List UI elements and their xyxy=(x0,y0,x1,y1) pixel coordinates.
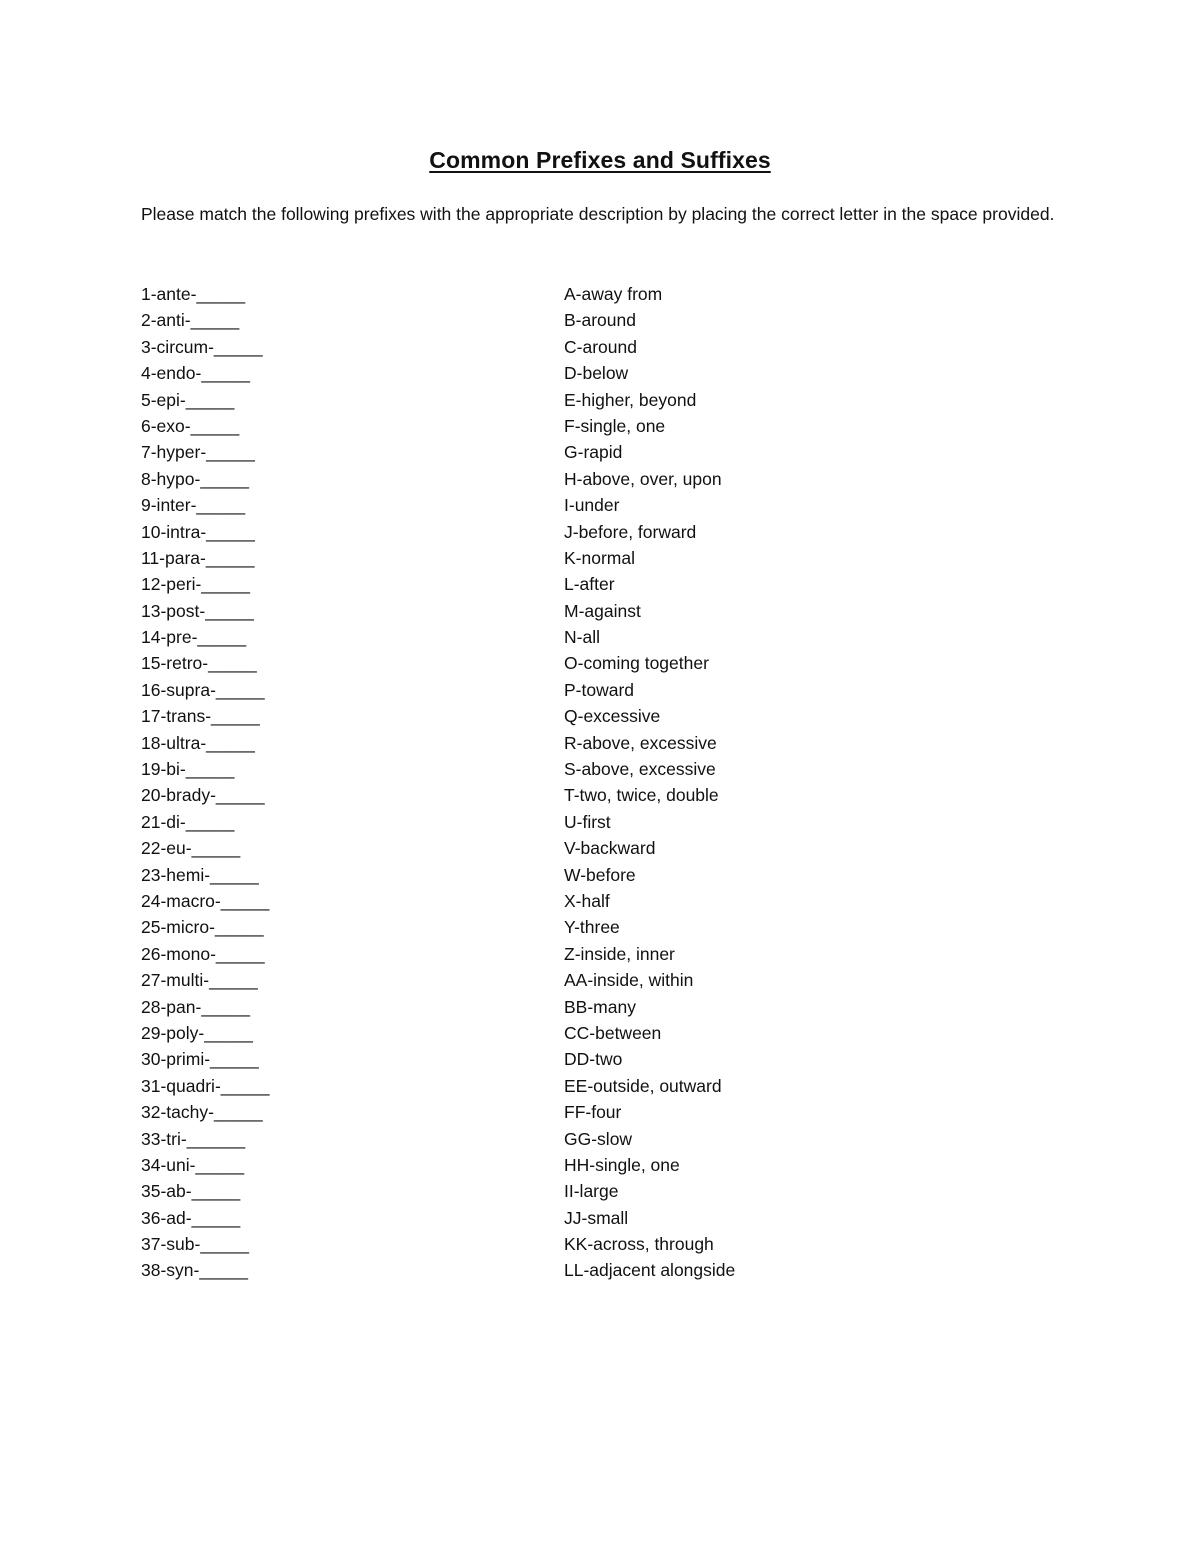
prefix-item: 6-exo-_____ xyxy=(141,415,240,436)
prefix-list xyxy=(141,281,564,1284)
prefix-item: 10-intra-_____ xyxy=(141,521,255,542)
prefix-item: 9-inter-_____ xyxy=(141,495,246,516)
prefix-item: 24-macro-_____ xyxy=(141,890,270,911)
description-item: AA-inside, within xyxy=(564,970,694,991)
prefix-item: 3-circum-_____ xyxy=(141,336,263,357)
description-item: HH-single, one xyxy=(564,1154,680,1175)
description-item: S-above, excessive xyxy=(564,759,716,780)
prefix-item: 33-tri-______ xyxy=(141,1128,246,1149)
description-item: D-below xyxy=(564,363,629,384)
prefix-item: 37-sub-_____ xyxy=(141,1234,249,1255)
prefix-item: 8-hypo-_____ xyxy=(141,468,249,489)
prefix-item: 25-micro-_____ xyxy=(141,917,264,938)
document-title: Common Prefixes and Suffixes xyxy=(429,147,771,173)
prefix-item: 7-hyper-_____ xyxy=(141,442,255,463)
description-item: N-all xyxy=(564,627,600,648)
description-item: BB-many xyxy=(564,996,636,1017)
description-item: II-large xyxy=(564,1181,619,1202)
description-item: X-half xyxy=(564,890,610,911)
prefix-item: 17-trans-_____ xyxy=(141,706,260,727)
description-item: O-coming together xyxy=(564,653,709,674)
prefix-item: 31-quadri-_____ xyxy=(141,1075,270,1096)
prefix-item: 12-peri-_____ xyxy=(141,574,250,595)
prefix-item: 29-poly-_____ xyxy=(141,1022,253,1043)
prefix-item: 16-supra-_____ xyxy=(141,679,265,700)
instructions-paragraph: Please match the following prefixes with the appropriate description by placing the correct letter in the space provided. xyxy=(141,204,1055,224)
prefix-item: 5-epi-_____ xyxy=(141,389,235,410)
description-item: V-backward xyxy=(564,838,656,859)
prefix-item: 32-tachy-_____ xyxy=(141,1102,263,1123)
prefix-item: 14-pre-_____ xyxy=(141,627,247,648)
description-item: K-normal xyxy=(564,547,635,568)
description-item: JJ-small xyxy=(564,1207,629,1228)
prefix-item: 36-ad-_____ xyxy=(141,1207,241,1228)
prefix-item: 38-syn-_____ xyxy=(141,1260,249,1281)
description-item: F-single, one xyxy=(564,415,666,436)
prefix-item: 27-multi-_____ xyxy=(141,970,258,991)
prefix-item: 21-di-_____ xyxy=(141,811,235,832)
prefix-item: 34-uni-_____ xyxy=(141,1154,245,1175)
description-item: E-higher, beyond xyxy=(564,389,697,410)
description-item: A-away from xyxy=(564,284,663,304)
description-item: M-against xyxy=(564,600,641,621)
prefix-item: 18-ultra-_____ xyxy=(141,732,255,753)
prefix-item: 13-post-_____ xyxy=(141,600,254,621)
description-item: DD-two xyxy=(564,1049,623,1070)
prefix-item: 2-anti-_____ xyxy=(141,310,240,331)
description-item: H-above, over, upon xyxy=(564,468,722,489)
description-item: C-around xyxy=(564,336,637,357)
prefix-item: 26-mono-_____ xyxy=(141,943,265,964)
description-item: LL-adjacent alongside xyxy=(564,1260,736,1281)
description-item: B-around xyxy=(564,310,636,331)
description-item: W-before xyxy=(564,864,636,885)
description-item: T-two, twice, double xyxy=(564,785,719,806)
description-item: Q-excessive xyxy=(564,706,661,727)
prefix-item: 28-pan-_____ xyxy=(141,996,250,1017)
description-item: I-under xyxy=(564,495,620,516)
matching-columns xyxy=(141,281,1061,1284)
description-list xyxy=(564,281,1061,1284)
description-item: P-toward xyxy=(564,679,635,700)
description-item: L-after xyxy=(564,574,615,595)
description-item: J-before, forward xyxy=(564,521,697,542)
prefix-item: 20-brady-_____ xyxy=(141,785,265,806)
prefix-item: 19-bi-_____ xyxy=(141,759,235,780)
description-item: Z-inside, inner xyxy=(564,943,675,964)
prefix-item: 1-ante-_____ xyxy=(141,284,246,304)
description-item: Y-three xyxy=(564,917,620,938)
description-item: FF-four xyxy=(564,1102,622,1123)
description-item: EE-outside, outward xyxy=(564,1075,722,1096)
description-item: KK-across, through xyxy=(564,1234,714,1255)
prefix-item: 22-eu-_____ xyxy=(141,838,241,859)
prefix-item: 30-primi-_____ xyxy=(141,1049,259,1070)
description-item: G-rapid xyxy=(564,442,623,463)
description-item: GG-slow xyxy=(564,1128,633,1149)
prefix-item: 15-retro-_____ xyxy=(141,653,257,674)
description-item: U-first xyxy=(564,811,611,832)
description-item: R-above, excessive xyxy=(564,732,717,753)
prefix-item: 4-endo-_____ xyxy=(141,363,250,384)
description-item: CC-between xyxy=(564,1022,662,1043)
prefix-item: 35-ab-_____ xyxy=(141,1181,241,1202)
prefix-item: 23-hemi-_____ xyxy=(141,864,259,885)
prefix-item: 11-para-_____ xyxy=(141,547,255,568)
